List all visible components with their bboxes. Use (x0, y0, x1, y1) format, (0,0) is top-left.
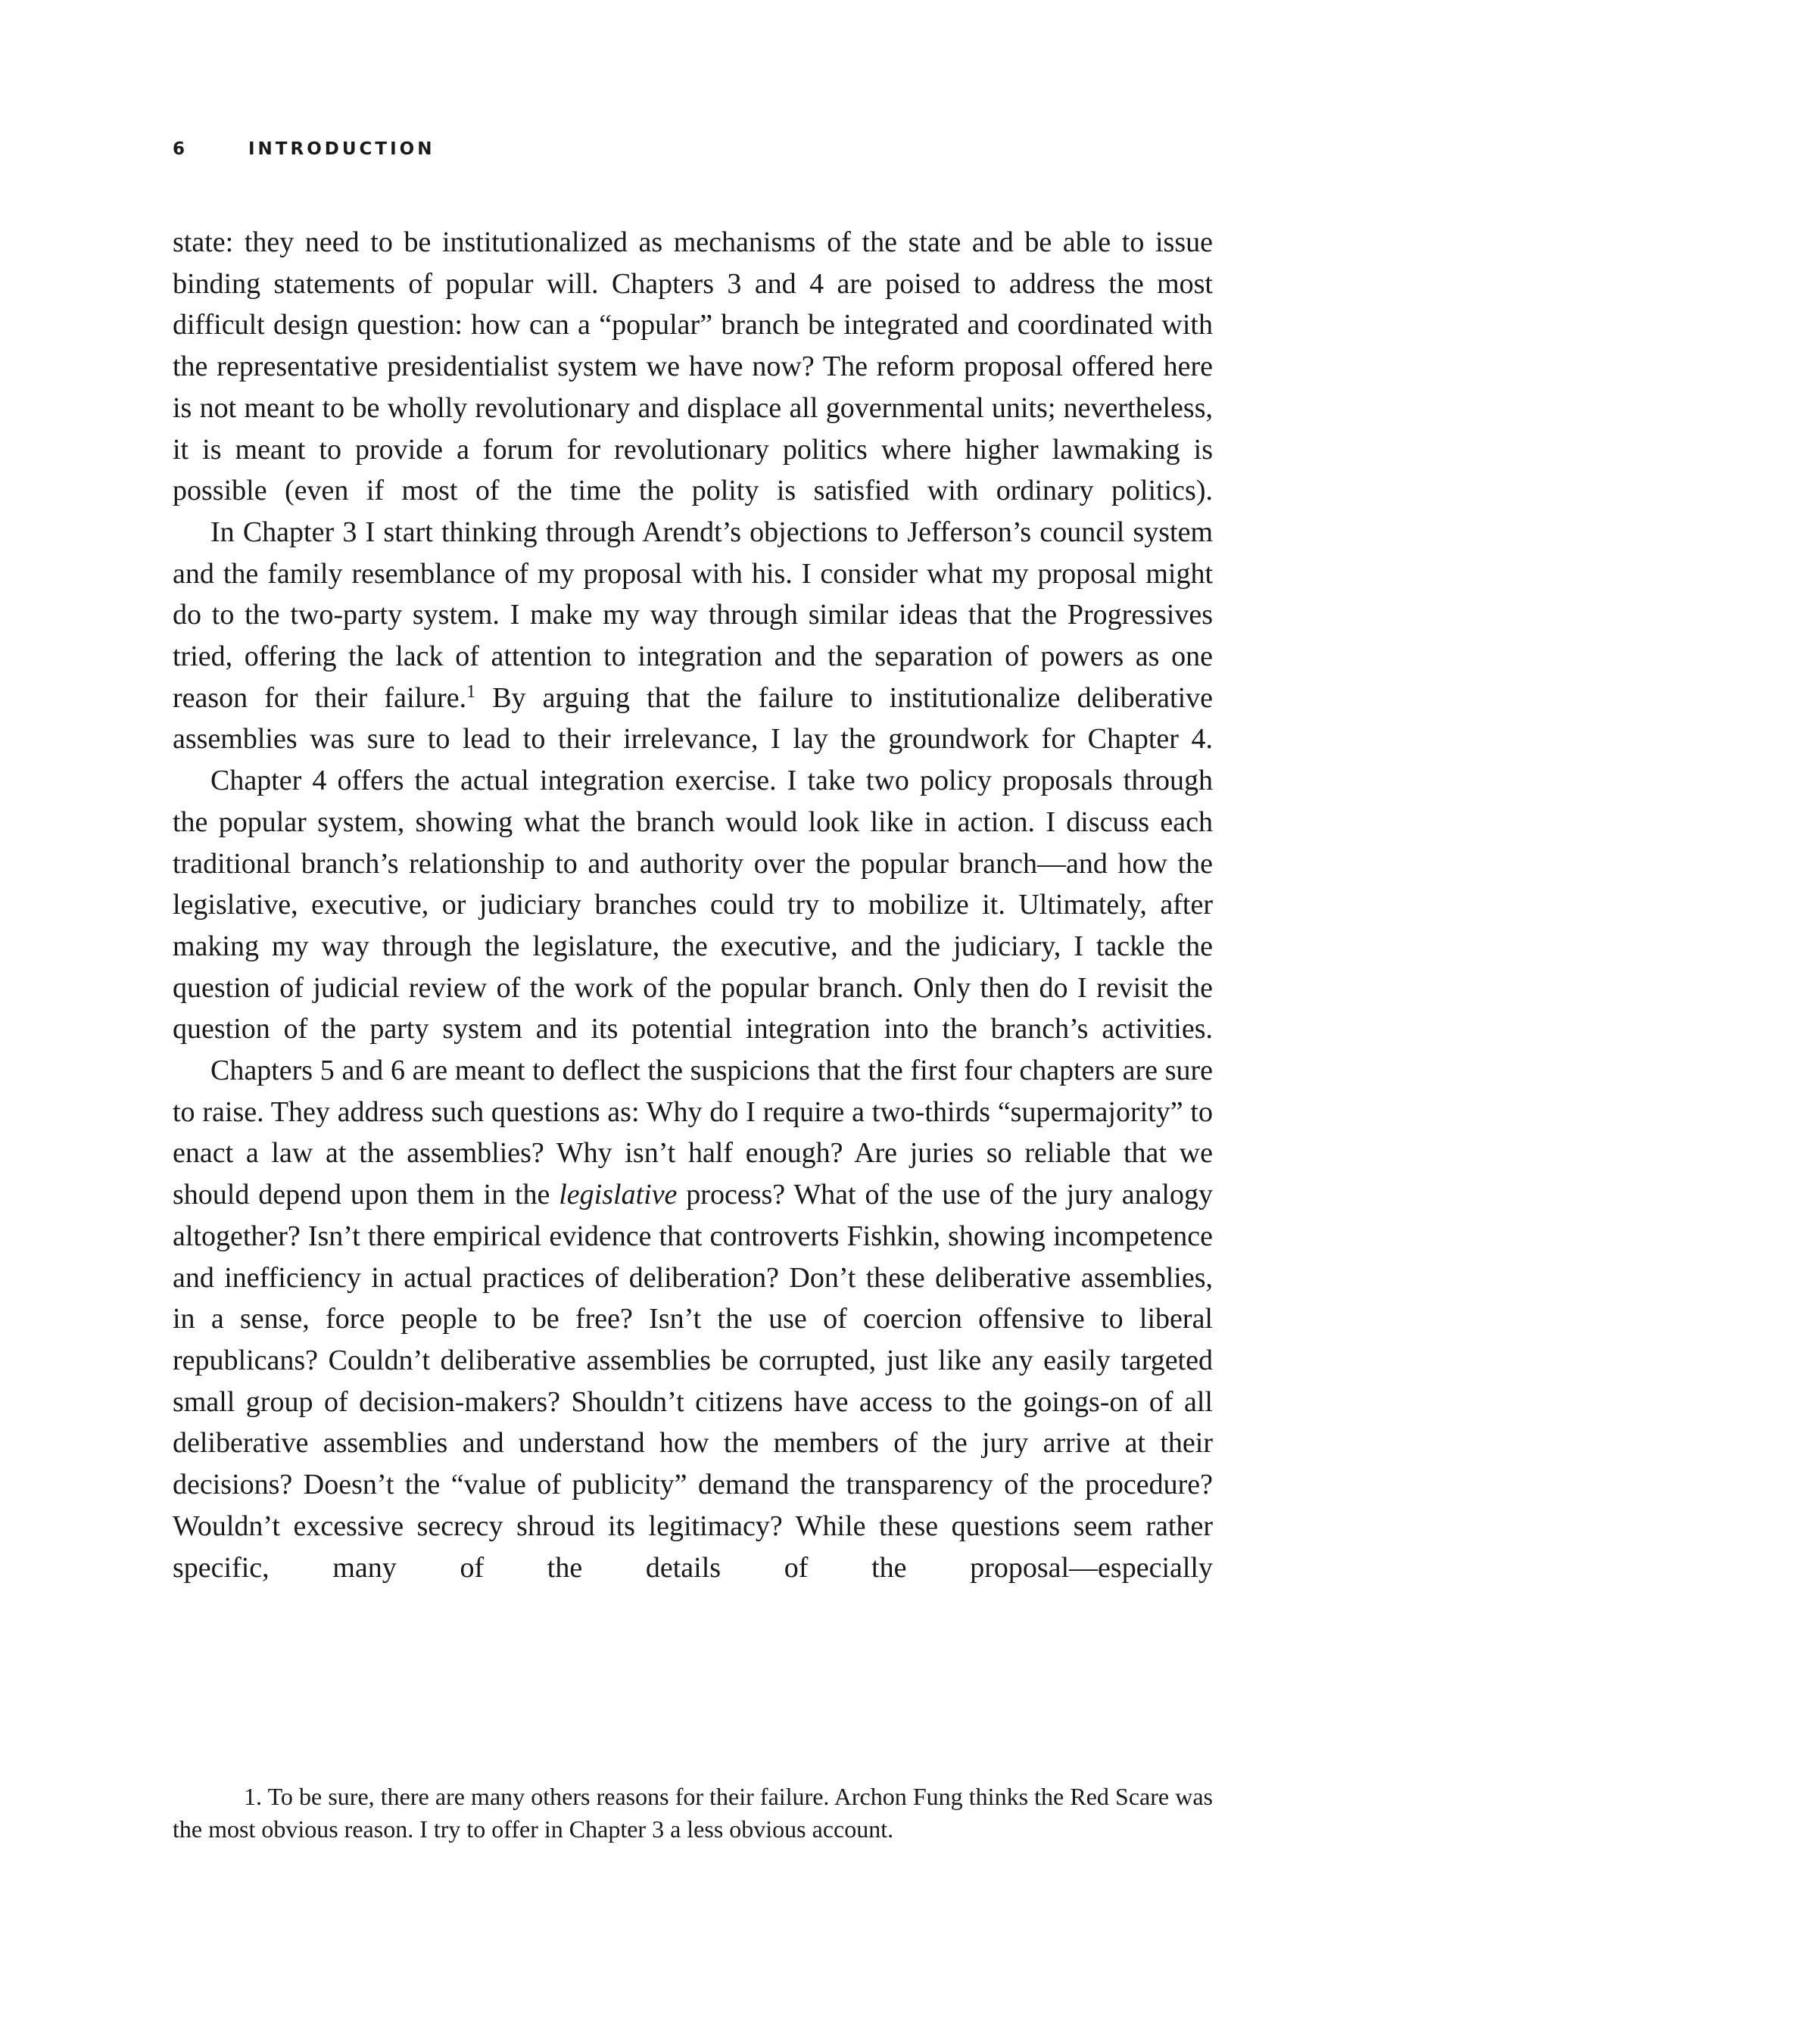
footnotes (173, 1781, 1213, 1846)
running-head (173, 139, 435, 160)
footnote-number: 1. (244, 1783, 262, 1810)
paragraph-4 (173, 1050, 1213, 1588)
footnote-reference-1[interactable]: 1 (466, 681, 476, 702)
paragraph-2-text-b: By arguing that the failure to institutionalize deliberative assemblies was sure to lead to their irrelevance, I lay the groundwork for Chapter 4. (173, 681, 1213, 756)
paragraph-2 (173, 512, 1213, 760)
footnote-1 (173, 1781, 1213, 1846)
footnote-text: To be sure, there are many others reasons for their failure. Archon Fung thinks the Red Scare was the most obvious reason. I try to offer in Chapter 3 a less obvious account. (173, 1783, 1214, 1843)
paragraph-2-text-a: In Chapter 3 I start thinking through Arendt’s objections to Jefferson’s council system and the family resemblance of my proposal with his. I consider what my proposal might do to the two-party system. I make my way through similar ideas that the Progressives tried, offering the lack of attention to integration and the separation of powers as one reason for their failure. (173, 516, 1213, 714)
page-number: 6 (173, 139, 189, 159)
paragraph-4-text-a: Chapters 5 and 6 are meant to deflect the suspicions that the first four chapters are sure to raise. They address such questions as: Why do I require a two-thirds “supermajority” to enact a law at the assemblies? Why isn’t half enough? Are juries so reliable that we should depend upon them in the (173, 1055, 1213, 1211)
emphasis-legislative: legislative (559, 1179, 678, 1211)
body-text (173, 222, 1213, 1588)
paragraph-3: Chapter 4 offers the actual integration exercise. I take two policy proposals through the popular system, showing what the branch would look like in action. I discuss each traditional branch’s relationship to and authority over the popular branch—and how the legislative, executive, or judiciary branches could try to mobilize it. Ultimately, after making my way through the legislature, the executive, and the judiciary, I tackle the question of judicial review of the work of the popular branch. Only then do I revisit the question of the party system and its potential integration into the branch’s activities. (173, 765, 1213, 1045)
paragraph-1: state: they need to be institutionalized as mechanisms of the state and be able to issue binding statements of popular will. Chapters 3 and 4 are poised to address the most difficult design question: how can a “popular” branch be integrated and coordinated with the representative presidentialist system we have now? The reform proposal offered here is not meant to be wholly revolutionary and displace all governmental units; nevertheless, it is meant to provide a forum for revolutionary politics where higher lawmaking is possible (even if most of the time the polity is satisfied with ordinary politics). (173, 226, 1213, 507)
section-title: INTRODUCTION (248, 139, 435, 159)
paragraph-4-text-b: process? What of the use of the jury analogy altogether? Isn’t there empirical evidence that controverts Fishkin, showing incompetence and inefficiency in actual practices of deliberation? Don’t these deliberative assemblies, in a sense, force people to be free? Isn’t the use of coercion offensive to liberal republicans? Couldn’t deliberative assemblies be corrupted, just like any easily targeted small group of decision-makers? Shouldn’t citizens have access to the goings-on of all deliberative assemblies and understand how the members of the jury arrive at their decisions? Doesn’t the “value of publicity” demand the transparency of the procedure? Wouldn’t excessive secrecy shroud its legitimacy? While these questions seem rather specific, many of the details of the proposal—especially (173, 1179, 1213, 1584)
